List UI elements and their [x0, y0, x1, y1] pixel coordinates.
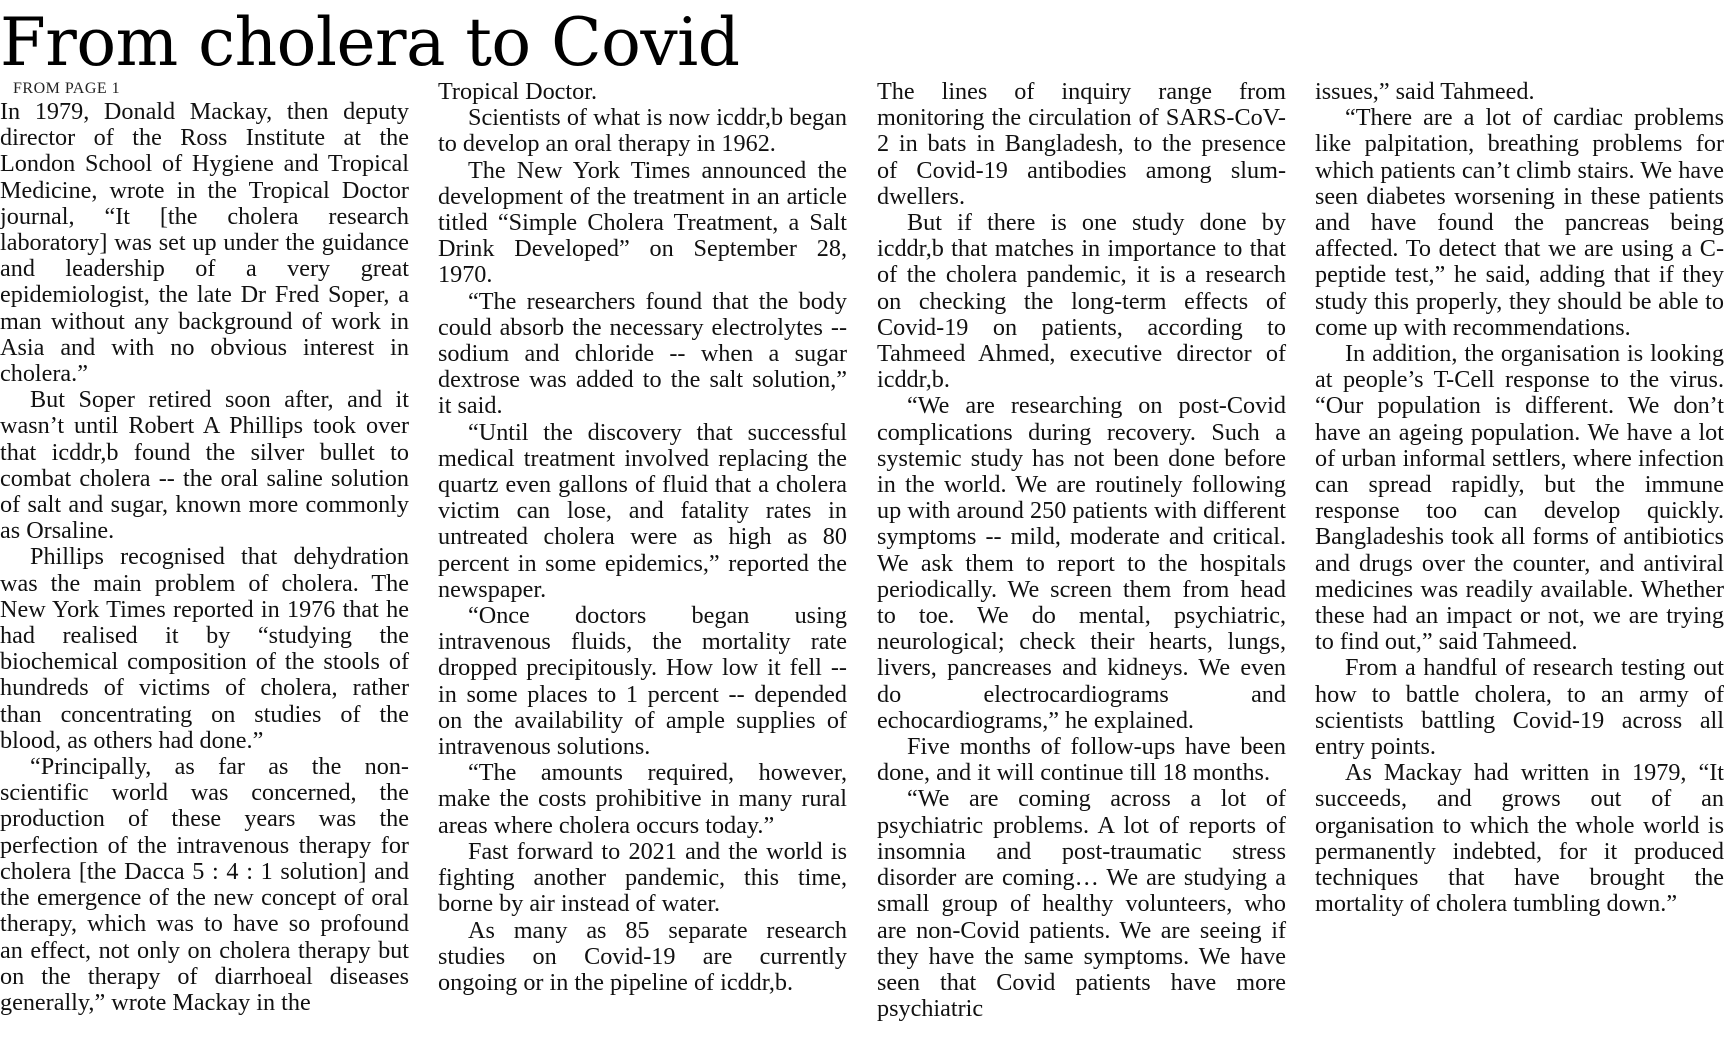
- paragraph: “We are researching on post-Covid complications during recovery. Such a systemic study has not been done before in the world. We are routinely following up with around 250 patients with different symptoms -- mild, moderate and critical. We ask them to report to the hospitals periodically. We screen them from head to toe. We do mental, psychiatric, neurological; check their hearts, lungs, livers, pancreases and kidneys. We even do electrocardiograms and echocardiograms,” he explained.: [877, 392, 1286, 734]
- paragraph-continued: issues,” said Tahmeed.: [1315, 78, 1535, 105]
- paragraph: “The researchers found that the body could absorb the necessary electrolytes -- sodium and chloride -- when a sugar dextrose was added to the salt solution,” it said.: [438, 287, 847, 420]
- paragraph-continued: The lines of inquiry range from monitoring the circulation of SARS-CoV-2 in bats in Bangladesh, to the presence of Covid-19 antibodies among slum-dwellers.: [877, 78, 1286, 210]
- paragraph: As Mackay had written in 1979, “It succeeds, and grows out of an organisation to which the whole world is permanently indebted, for it produced techniques that have brought the mortality of cholera tumbling down.”: [1315, 759, 1724, 918]
- paragraph: From a handful of research testing out how to battle cholera, to an army of scientists battling Covid-19 across all entry points.: [1315, 654, 1724, 761]
- article-column-3: [877, 79, 1286, 1022]
- paragraph: Scientists of what is now icddr,b began to develop an oral therapy in 1962.: [438, 104, 847, 158]
- paragraph-continued: Tropical Doctor.: [438, 78, 598, 105]
- paragraph: But if there is one study done by icddr,b that matches in importance to that of the cholera pandemic, it is a research on checking the long-term effects of Covid-19 on patients, according to Tahmeed Ahmed, executive director of icddr,b.: [877, 209, 1286, 394]
- paragraph: “The amounts required, however, make the costs prohibitive in many rural areas where cholera occurs today.”: [438, 759, 847, 839]
- paragraph: Five months of follow-ups have been done, and it will continue till 18 months.: [877, 733, 1286, 787]
- article-column-4: [1315, 79, 1724, 918]
- paragraph: “We are coming across a lot of psychiatric problems. A lot of reports of insomnia and post-traumatic stress disorder are coming… We are studying a small group of healthy volunteers, who are non-Covid patients. We are seeing if they have the same symptoms. We have seen that Covid patients have more psychiatric: [877, 785, 1286, 1023]
- article-column-1: [0, 79, 409, 1016]
- paragraph: Phillips recognised that dehydration was the main problem of cholera. The New York Times reported in 1976 that he had realised it by “studying the biochemical composition of the stools of hundreds of victims of cholera, rather than concentrating on studies of the blood, as others had done.”: [0, 543, 409, 754]
- paragraph: The New York Times announced the development of the treatment in an article titled “Simple Cholera Treatment, a Salt Drink Developed” on September 28, 1970.: [438, 156, 847, 289]
- headline: From cholera to Covid: [0, 4, 740, 81]
- paragraph: Fast forward to 2021 and the world is fighting another pandemic, this time, borne by air instead of water.: [438, 837, 847, 918]
- paragraph: “Until the discovery that successful medical treatment involved replacing the quartz even gallons of fluid that a cholera victim can lose, and fatality rates in untreated cholera were as high as 80 percent in some epidemics,” reported the newspaper.: [438, 418, 847, 603]
- paragraph: In addition, the organisation is looking at people’s T-Cell response to the virus. “Our population is different. We don’t have an ageing population. We have a lot of urban informal settlers, where infection can spread rapidly, but the immune response too can develop quickly. Bangladeshis took all forms of antibiotics and drugs over the counter, and antiviral medicines was readily available. Whether these had an impact or not, we are trying to find out,” said Tahmeed.: [1315, 340, 1724, 656]
- article-column-2: [438, 79, 847, 996]
- paragraph: In 1979, Donald Mackay, then deputy director of the Ross Institute at the London School of Hygiene and Tropical Medicine, wrote in the Tropical Doctor journal, “It [the cholera research laboratory] was set up under the guidance and leadership of a very great epidemiologist, the late Dr Fred Soper, a man without any background of work in Asia and with no obvious interest in cholera.”: [0, 98, 409, 388]
- kicker-from-page: FROM PAGE 1: [13, 80, 121, 97]
- paragraph: “There are a lot of cardiac problems like palpitation, breathing problems for which patients can’t climb stairs. We have seen diabetes worsening in these patients and have found the pancreas being affected. To detect that we are using a C-peptide test,” he said, adding that if they study this properly, they should be able to come up with recommendations.: [1315, 104, 1724, 341]
- paragraph: “Principally, as far as the non-scientific world was concerned, the production of these years was the perfection of the intravenous therapy for cholera [the Dacca 5 : 4 : 1 solution] and the emergence of the new concept of oral therapy, which was to have so profound an effect, not only on cholera therapy but on the therapy of diarrhoeal diseases generally,” wrote Mackay in the: [0, 753, 409, 1016]
- paragraph: “Once doctors began using intravenous fluids, the mortality rate dropped precipitously. How low it fell -- in some places to 1 percent -- depended on the availability of ample supplies of intravenous solutions.: [438, 602, 847, 761]
- paragraph: But Soper retired soon after, and it wasn’t until Robert A Phillips took over that icddr,b found the silver bullet to combat cholera -- the oral saline solution of salt and sugar, known more commonly as Orsaline.: [0, 386, 409, 545]
- paragraph: As many as 85 separate research studies on Covid-19 are currently ongoing or in the pipeline of icddr,b.: [438, 916, 847, 996]
